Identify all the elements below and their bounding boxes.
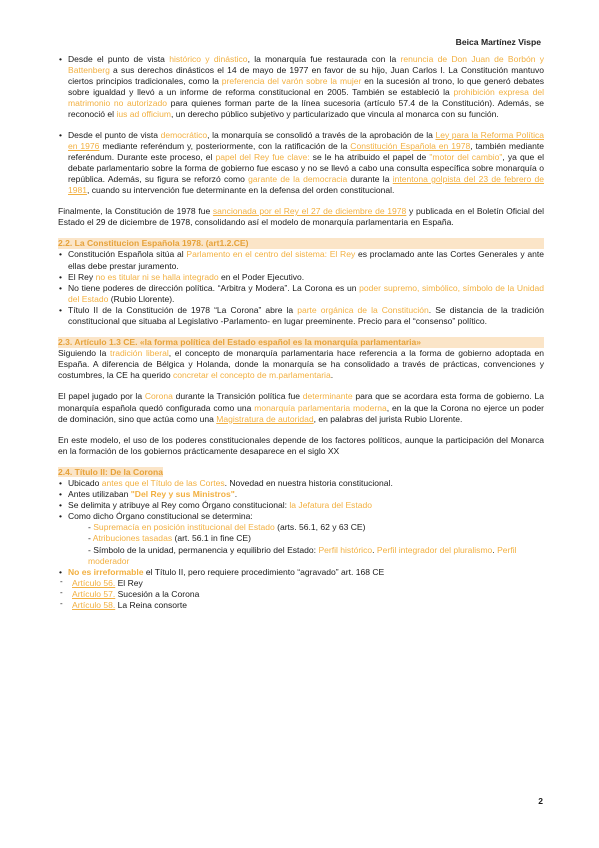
highlight-text: Atribuciones tasadas [92,533,173,544]
link-text[interactable]: Artículo 56. [72,577,116,588]
article-item: - Artículo 58. La Reina consorte [58,600,544,611]
highlight-text: parte orgánica de la Constitución [297,304,429,315]
highlight-text: monarquía parlamentaria moderna [254,402,387,413]
sub-item: - Símbolo de la unidad, permanencia y equilibrio del Estado: Perfil histórico. Perfil integrador del pluralismo. Perfil moderador [88,544,517,566]
section-heading: 2.2. La Constitucion Española 1978. (art1.2.CE) [58,238,544,249]
highlight-text: El Rey [329,249,356,260]
highlight-text: histórico y dinástico [169,54,248,64]
list-item: • Desde el punto de vista democrático, la monarquía se consolidó a través de la aprobación de la Ley para la Reforma Política en 1976 mediante referéndum y, posteriormente, con la ratificación de la Constitución Española en 1978, también mediante referéndum. Durante este proceso, el papel del Rey fue clave: se le ha atribuido el papel de "motor del cambio", ya que el debate parlamentario sobre la forma de gobierno fue escaso y no se llevó a cabo una consulta específica sobre monarquía o república. Además, su figura se reforzó como garante de la democracia durante la intentona golpista del 23 de febrero de 1981, cuando su intervención fue determinante en la defensa del orden constitucional. [58,130,544,197]
list-item: • El Rey no es titular ni se halla integrado en el Poder Ejecutivo. [58,272,544,283]
highlight-text: No es irreformable [68,566,144,577]
highlight-text: preferencia del varón sobre la mujer [221,76,362,87]
highlight-text: Parlamento en el centro del sistema: [186,249,327,260]
link-text[interactable]: intentona golpista del 23 de febrero de 1981 [68,173,544,196]
highlight-text: no es titular ni se halla integrado [95,271,219,282]
highlight-text: democrático [160,129,208,140]
link-text[interactable]: sancionada por el Rey el 27 de diciembre de 1978 [212,206,407,217]
link-text[interactable]: Magistratura de autoridad [216,413,314,424]
section-heading: 2.4. Título II: De la Corona [58,466,163,477]
highlight-text: poder supremo, simbólico, símbolo de la Unidad del Estado [68,282,544,304]
header-author: Beica Martínez Vispe [455,37,541,47]
paragraph: El papel jugado por la Corona durante la Transición política fue determinante para que se acordara esta forma de gobierno. La monarquía española quedó configurada como una monarquía parlamentaria moderna, en la que la Corona no ejerce un poder de dominación, sino que actúa como una Magistratura de autoridad, en palabras del jurista Rubio Llorente. [58,391,545,424]
highlight-text: tradición liberal [109,348,169,359]
list-item: • Antes utilizaban "Del Rey y sus Ministros". [58,489,544,500]
list-item: • No es irreformable el Título II, pero requiere procedimiento “agravado” art. 168 CE [58,567,544,578]
highlight-text: papel del Rey fue clave: [215,151,310,162]
highlight-text: "Del Rey y sus Ministros" [130,489,235,500]
paragraph: En este modelo, el uso de los poderes constitucionales depende de los factores políticos, aunque la participación del Monarca en la formación de los gobiernos prácticamente desaparece en el siglo XX [58,434,544,456]
bullet-list [58,567,544,578]
highlight-text: determinante [302,391,353,402]
page-content [58,54,544,611]
list-item: • Se delimita y atribuye al Rey como Órgano constitucional: la Jefatura del Estado [58,500,544,511]
highlight-text: Perfil moderador [88,544,517,566]
highlight-text: Perfil histórico [318,544,373,555]
highlight-text: garante de la democracia [248,173,348,184]
highlight-text: renuncia de Don Juan de Borbón y Battenberg [68,54,545,76]
sub-item: - Atribuciones tasadas (art. 56.1 in fine CE) [88,533,251,544]
highlight-text: concretar el concepto de m.parlamentaria [172,370,331,381]
highlight-text: antes que el Título de las Cortes [101,478,225,488]
highlight-text: prohibición expresa del matrimonio no autorizado [68,87,544,109]
sub-item: - Supremacía en posición institucional del Estado (arts. 56.1, 62 y 63 CE) [88,522,366,533]
list-item: • No tiene poderes de dirección política. “Arbitra y Modera”. La Corona es un poder supremo, simbólico, símbolo de la Unidad del Estado (Rubio Llorente). [58,283,544,305]
section-heading: 2.3. Artículo 1.3 CE. «la forma política del Estado español es la monarquía parlamentaria» [58,337,544,348]
highlight-text: "motor del cambio" [429,151,503,162]
bullet-list [58,249,544,327]
link-text[interactable]: Ley para la Reforma Política en 1976 [68,129,544,151]
highlight-text: Supremacía en posición institucional del Estado [93,522,275,533]
list-item: • Desde el punto de vista histórico y dinástico, la monarquía fue restaurada con la renuncia de Don Juan de Borbón y Battenberg a sus derechos dinásticos el 14 de mayo de 1977 en favor de su hijo, Juan Carlos I. La Constitución mantuvo ciertos principios tradicionales, como la preferencia del varón sobre la mujer en la sucesión al trono, lo que generó debates sobre igualdad y llevó a un informe de reforma constitucional en 2005. También se estableció la prohibición expresa del matrimonio no autorizado para quienes forman parte de la línea sucesoria (artículo 57.4 de la Constitución). Además, se reconoció el ius ad officium, un derecho público subjetivo y particularizado que vincula al monarca con su función. [58,54,544,121]
link-text[interactable]: Artículo 58. [72,600,116,611]
link-text[interactable]: Constitución Española en 1978 [350,140,471,151]
article-item: - Artículo 57. Sucesión a la Corona [58,589,544,600]
highlight-text: la Jefatura del Estado [289,500,373,511]
bullet-list [58,130,544,197]
highlight-text: Corona [144,391,173,402]
list-item: • Título II de la Constitución de 1978 “La Corona” abre la parte orgánica de la Constitución. Se distancia de la tradición constitucional que situaba al Legislativo -Parlamento- en lugar preeminente. Precio para el “consenso” político. [58,305,544,327]
paragraph: Siguiendo la tradición liberal, el concepto de monarquía parlamentaria hace referencia a la forma de gobierno adoptada en España. A diferencia de Bélgica y Holanda, donde la monarquía se ha consolidado a través de prácticas, convenciones y costumbres, la CE ha querido concretar el concepto de m.parlamentaria. [58,348,544,381]
page-number: 2 [538,796,543,806]
section-heading-wrap [58,467,544,478]
link-text[interactable]: Artículo 57. [72,588,116,599]
paragraph: Finalmente, la Constitución de 1978 fue sancionada por el Rey el 27 de diciembre de 1978 y publicada en el Boletín Oficial del Estado el 29 de diciembre de 1978, consolidando así el modelo de monarquía parlamentaria en España. [58,206,544,228]
highlight-text: ius ad officium [116,109,171,120]
bullet-list [58,478,544,522]
list-item: • Como dicho Órgano constitucional se determina: [58,511,544,522]
article-item: - Artículo 56. El Rey [58,578,544,589]
highlight-text: Perfil integrador del pluralismo [376,544,493,555]
bullet-list [58,54,544,121]
list-item: • Constitución Española sitúa al Parlamento en el centro del sistema: El Rey es proclamado ante las Cortes Generales y ante ellas debe prestar juramento. [58,249,544,271]
list-item: • Ubicado antes que el Título de las Cortes. Novedad en nuestra historia constitucional. [58,478,544,489]
